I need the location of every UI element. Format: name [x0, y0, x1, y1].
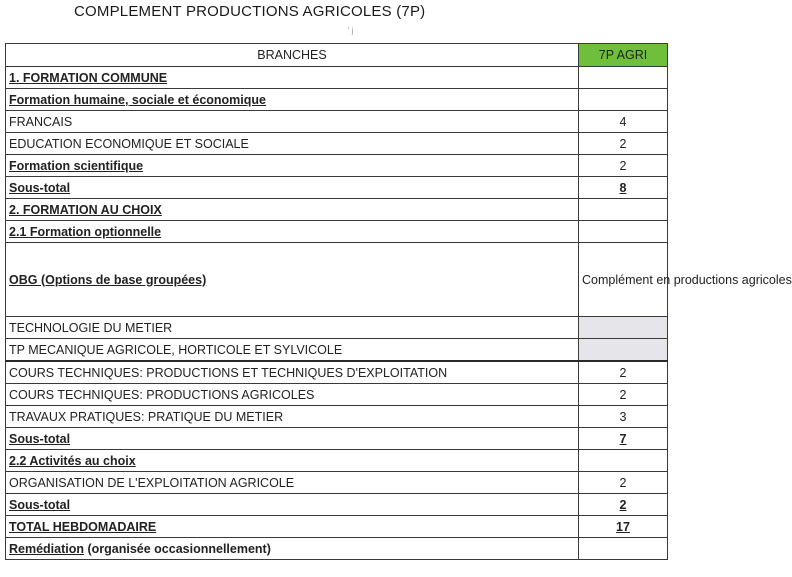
remediation-cell — [6, 538, 579, 560]
table-row — [6, 155, 668, 177]
obg-option-name: Complément en productions agricoles — [579, 243, 668, 317]
table-row — [6, 199, 668, 221]
table-row — [6, 67, 668, 89]
row-value — [579, 67, 668, 89]
subtotal-label: Sous-total — [6, 177, 579, 199]
table-row — [6, 317, 668, 339]
table-row — [6, 450, 668, 472]
subtotal-value: 2 — [579, 494, 668, 516]
row-value — [579, 221, 668, 243]
shaded-cell — [579, 317, 668, 339]
subsection-formation-optionnelle: 2.1 Formation optionnelle — [6, 221, 579, 243]
subtotal-value: 8 — [579, 177, 668, 199]
shaded-cell — [579, 339, 668, 362]
hours-travaux-pratiques: 3 — [579, 406, 668, 428]
table-row — [6, 339, 668, 362]
table-row — [6, 221, 668, 243]
table-row — [6, 361, 668, 384]
scan-mark: ' j — [348, 26, 354, 35]
branch-tp-mecanique: TP MECANIQUE AGRICOLE, HORTICOLE ET SYLVICOLE — [6, 339, 579, 362]
timetable-grid — [5, 43, 792, 560]
subtotal-label: Sous-total — [6, 428, 579, 450]
branch-francais: FRANCAIS — [6, 111, 579, 133]
row-value — [579, 450, 668, 472]
remediation-label: Remédiation — [9, 541, 85, 556]
table-row — [6, 111, 668, 133]
subsection-formation-humaine: Formation humaine, sociale et économique — [6, 89, 579, 111]
subtotal-label: Sous-total — [6, 494, 579, 516]
table-row — [6, 538, 668, 560]
table-row — [6, 177, 668, 199]
table-row — [6, 472, 668, 494]
obg-label: OBG (Options de base groupées) — [6, 243, 579, 317]
remediation-note: (organisée occasionnellement) — [84, 541, 271, 556]
table-row — [6, 494, 668, 516]
document-title: COMPLEMENT PRODUCTIONS AGRICOLES (7P) — [74, 3, 426, 20]
header-7p-agri — [579, 44, 668, 67]
table-row — [6, 384, 668, 406]
table-row — [6, 406, 668, 428]
branch-cours-techniques-exploitation: COURS TECHNIQUES: PRODUCTIONS ET TECHNIQUES D'EXPLOITATION — [6, 361, 579, 384]
table-row — [6, 428, 668, 450]
table-row — [6, 89, 668, 111]
table-row — [6, 516, 668, 538]
hours-organisation-exploitation: 2 — [579, 472, 668, 494]
table-header-row — [6, 44, 668, 67]
header-branches: BRANCHES — [6, 44, 579, 67]
row-value — [579, 199, 668, 221]
subtotal-value: 7 — [579, 428, 668, 450]
subsection-activites-au-choix: 2.2 Activités au choix — [6, 450, 579, 472]
row-value — [579, 89, 668, 111]
branch-cours-techniques-productions: COURS TECHNIQUES: PRODUCTIONS AGRICOLES — [6, 384, 579, 406]
header-7p-agri-label: 7P AGRI — [598, 48, 648, 62]
subsection-formation-scientifique: Formation scientifique — [6, 155, 579, 177]
branch-organisation-exploitation: ORGANISATION DE L'EXPLOITATION AGRICOLE — [6, 472, 579, 494]
hours-cours-techniques-exploitation: 2 — [579, 361, 668, 384]
total-hebdomadaire-label: TOTAL HEBDOMADAIRE — [6, 516, 579, 538]
section-formation-commune: 1. FORMATION COMMUNE — [6, 67, 579, 89]
branch-education-economique: EDUCATION ECONOMIQUE ET SOCIALE — [6, 133, 579, 155]
hours-cours-techniques-productions: 2 — [579, 384, 668, 406]
branch-travaux-pratiques: TRAVAUX PRATIQUES: PRATIQUE DU METIER — [6, 406, 579, 428]
hours-formation-scientifique: 2 — [579, 155, 668, 177]
branch-technologie-metier: TECHNOLOGIE DU METIER — [6, 317, 579, 339]
hours-education-economique: 2 — [579, 133, 668, 155]
total-hebdomadaire-value: 17 — [579, 516, 668, 538]
hours-francais: 4 — [579, 111, 668, 133]
section-formation-au-choix: 2. FORMATION AU CHOIX — [6, 199, 579, 221]
table-row — [6, 243, 668, 317]
row-value — [579, 538, 668, 560]
table-row — [6, 133, 668, 155]
